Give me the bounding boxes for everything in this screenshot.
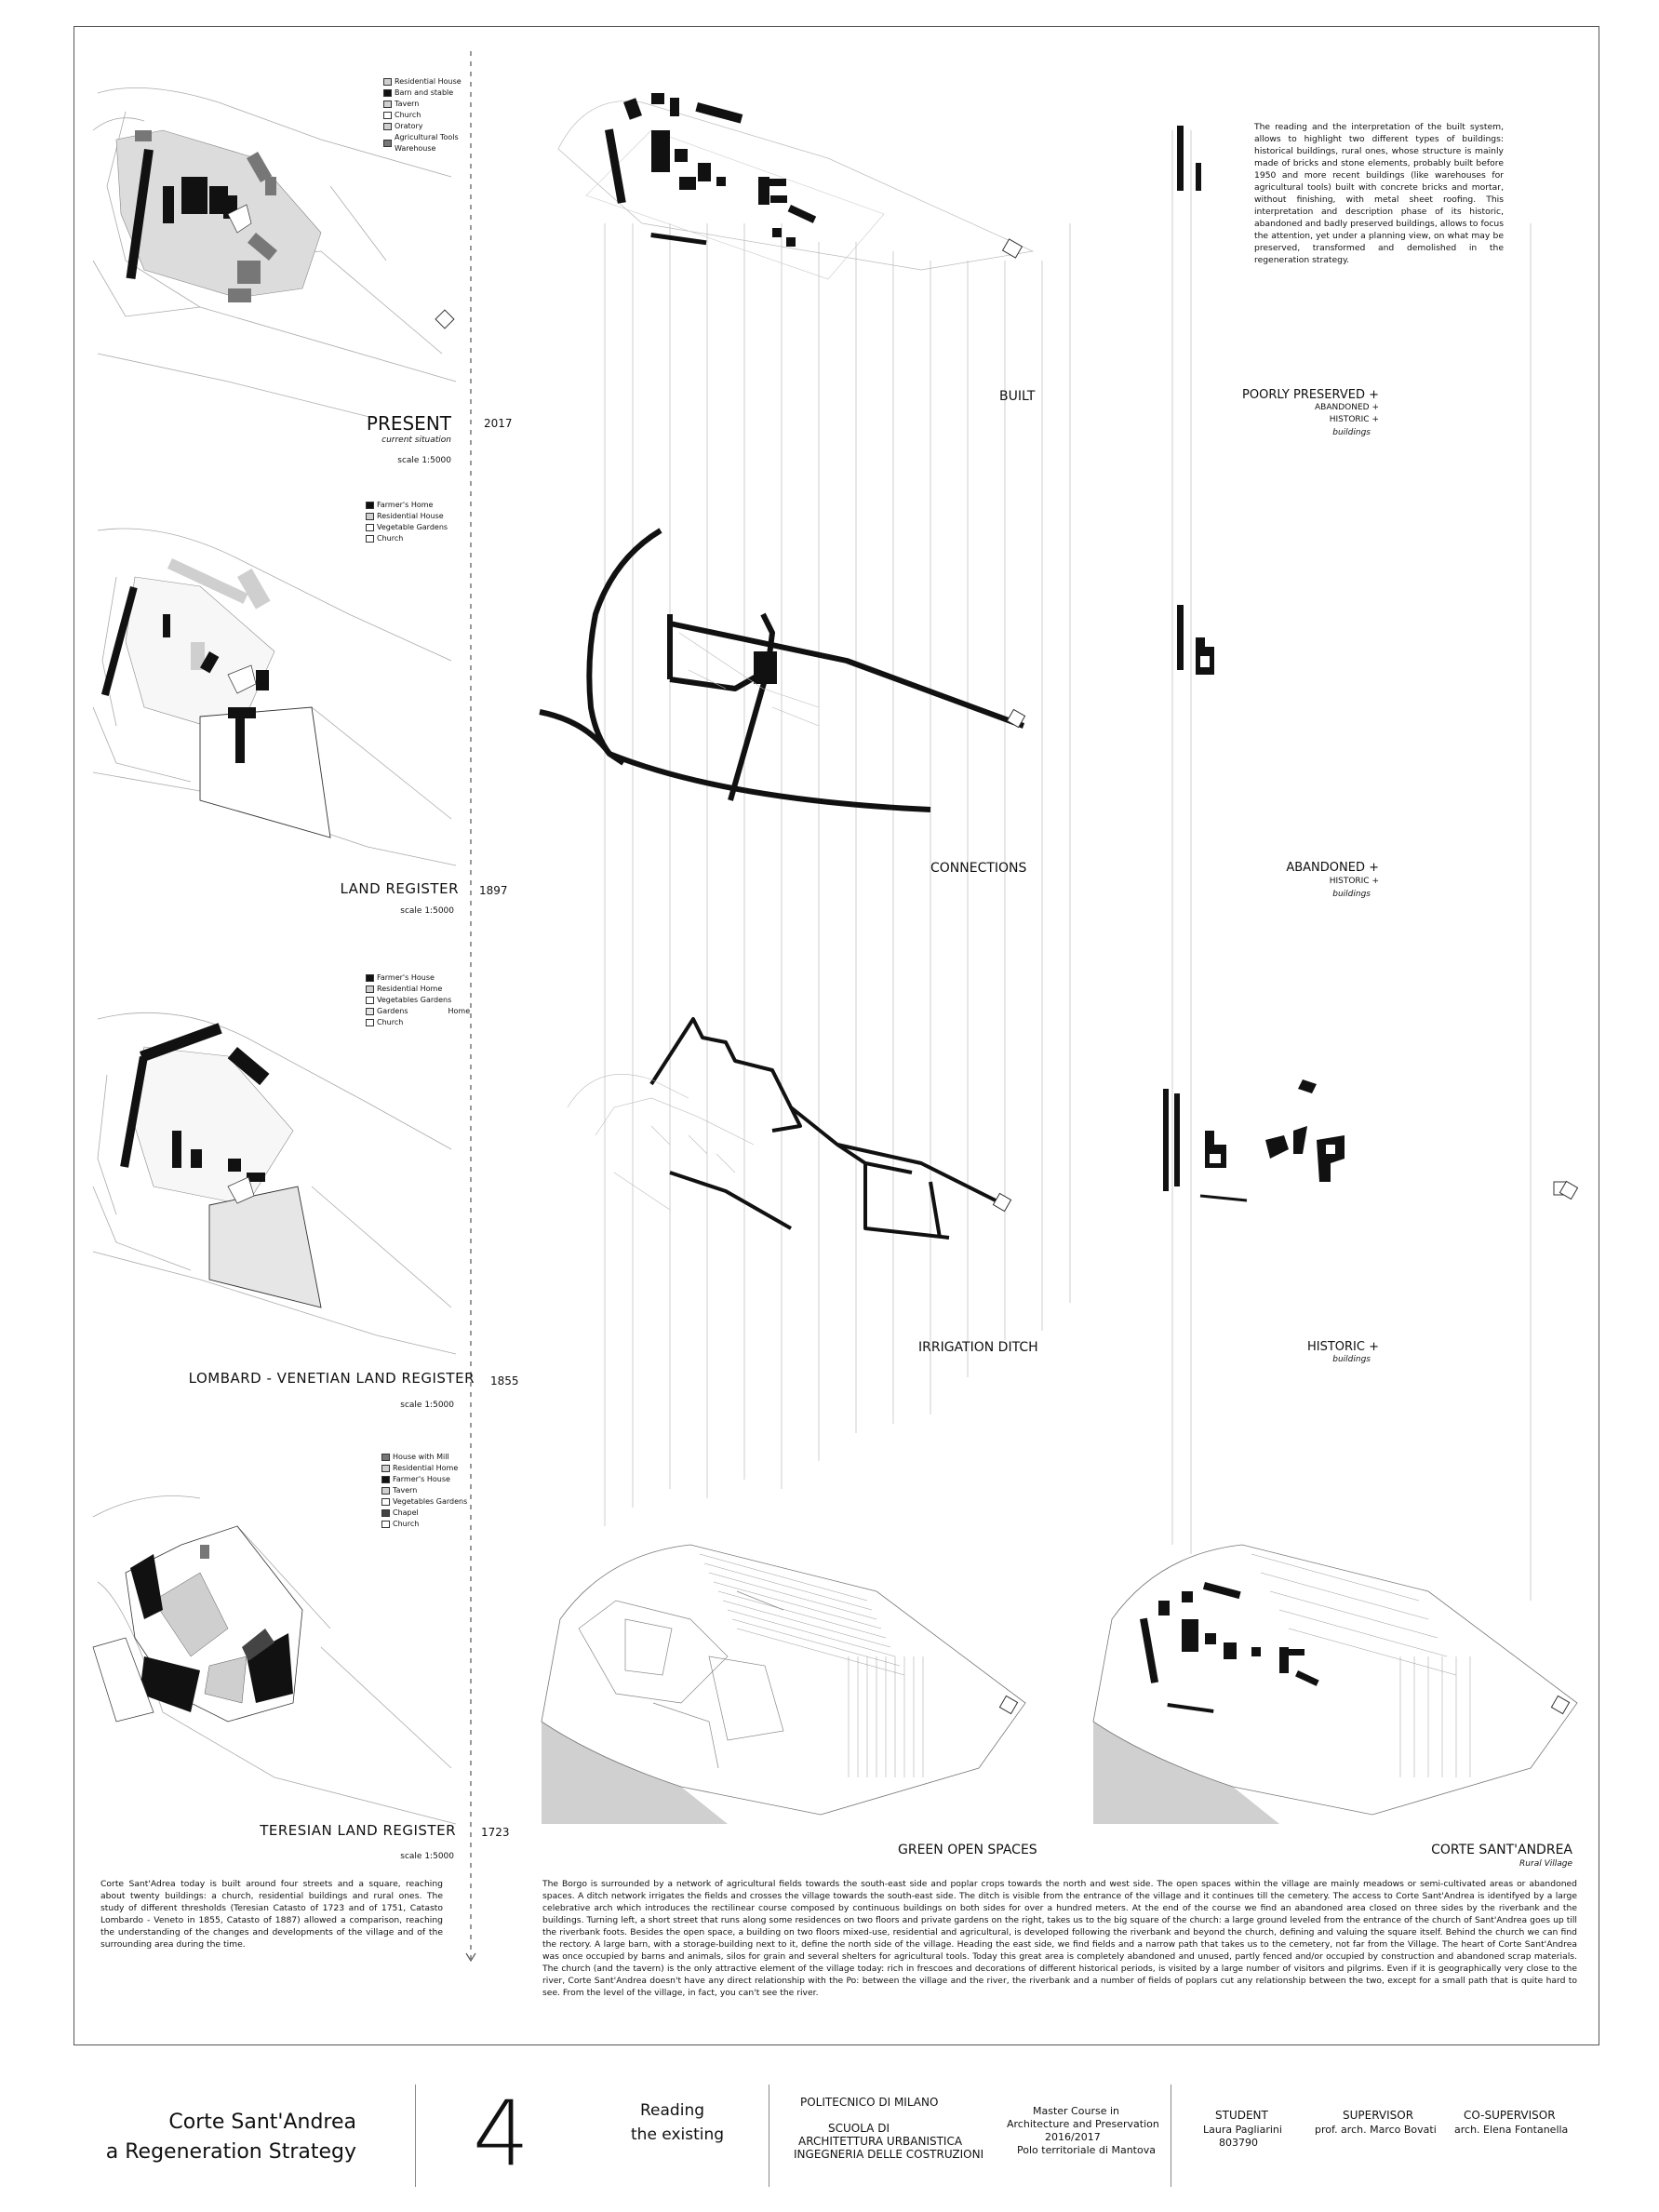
legend-swatch — [381, 1521, 390, 1528]
legend-item — [383, 132, 462, 154]
sheet-number: 4 — [473, 2082, 530, 2186]
legend-label: Gardens — [377, 1007, 408, 1015]
legend-swatch — [381, 1487, 390, 1495]
map-scale-1855: scale 1:5000 — [400, 1401, 454, 1410]
legend-item — [366, 984, 470, 995]
legend-item — [366, 533, 448, 544]
legend-swatch — [366, 524, 374, 531]
legend-item — [366, 995, 470, 1006]
footer-divider — [415, 2085, 416, 2187]
class-label-1a: POORLY PRESERVED + — [1242, 388, 1379, 402]
legend-item — [381, 1452, 467, 1463]
legend-swatch — [366, 535, 374, 543]
map-title-1897: LAND REGISTER — [340, 880, 459, 897]
legend-item — [366, 500, 448, 511]
legend-item — [381, 1485, 467, 1496]
layer-label-irrigation: IRRIGATION DITCH — [918, 1340, 1038, 1355]
legend-label: Farmer's Home — [377, 501, 434, 509]
class-diagram-poorly-preserved — [1168, 126, 1224, 200]
class-label-3b: buildings — [1332, 1355, 1371, 1364]
map-scale-1723: scale 1:5000 — [400, 1852, 454, 1861]
legend-item — [381, 1463, 467, 1474]
legend-label: Church — [395, 111, 421, 119]
legend-label: Vegetable Gardens — [377, 523, 448, 531]
project-title-line2: a Regeneration Strategy — [105, 2140, 356, 2164]
sheet-subtitle-line1: Reading — [640, 2101, 705, 2120]
legend-item — [381, 1474, 467, 1485]
class-label-2a: ABANDONED + — [1286, 861, 1379, 875]
map-title-present: PRESENT — [366, 412, 451, 435]
legend-label: Barn and stable — [395, 88, 454, 97]
legend-swatch — [383, 89, 392, 97]
legend-present — [383, 76, 462, 154]
legend-label: Agricultural Tools Warehouse — [395, 133, 459, 153]
course-line2: Architecture and Preservation — [1007, 2118, 1159, 2130]
layer-sublabel-corte: Rural Village — [1519, 1859, 1572, 1869]
student-name: Laura Pagliarini — [1203, 2124, 1282, 2136]
legend-swatch — [381, 1454, 390, 1461]
layer-irrigation — [558, 1005, 1023, 1266]
legend-label: Residential Home — [377, 985, 443, 993]
legend-label: Vegetables Gardens — [377, 996, 452, 1004]
map-scale-present: scale 1:5000 — [397, 456, 451, 465]
legend-swatch — [366, 997, 374, 1004]
legend-item — [381, 1508, 467, 1519]
legend-swatch — [366, 1008, 374, 1015]
left-description: Corte Sant'Adrea today is built around four streets and a square, reaching about twenty buildings: a church, residential buildings and rural ones. The study of different thresholds (Teresian Catasto of 1723 and of 1751, Catasto Lombardo - Veneto in 1855, Catasto of 1887) allowed a comparison, reaching the understanding of the changes and developments of the village and of the surrounding area during the time. — [100, 1879, 443, 1950]
map-title-1855: LOMBARD - VENETIAN LAND REGISTER — [188, 1370, 475, 1387]
legend-item — [383, 99, 462, 110]
legend-label: Farmer's House — [393, 1475, 450, 1483]
legend-swatch — [366, 502, 374, 509]
map-year-1723: 1723 — [481, 1826, 510, 1839]
legend-label: Residential House — [377, 512, 444, 520]
legend-swatch — [366, 974, 374, 982]
layer-label-built: BUILT — [999, 389, 1036, 404]
class-label-2b: HISTORIC + — [1329, 877, 1379, 886]
legend-swatch — [381, 1509, 390, 1517]
class-label-1b: ABANDONED + — [1315, 403, 1379, 412]
map-title-1723: TERESIAN LAND REGISTER — [260, 1822, 456, 1839]
legend-1897 — [366, 500, 448, 544]
course-line1: Master Course in — [1033, 2105, 1119, 2117]
legend-item — [366, 522, 448, 533]
projection-lines — [521, 223, 1638, 1526]
sheet-subtitle-line2: the existing — [631, 2125, 725, 2144]
class-label-1d: buildings — [1332, 428, 1371, 437]
legend-label: Farmer's House — [377, 973, 435, 982]
legend-item — [366, 972, 470, 984]
legend-swatch — [381, 1476, 390, 1483]
main-description: The Borgo is surrounded by a network of agricultural fields towards the south-east side and poplar crops towards the north and west side. The open spaces within the village are mainly meadows or semi-cultivated areas or abandoned spaces. A ditch network irrigates the fields and crosses the village towards the south-east side. The ditch is visible from the entrance of the village and it continues till the cemetery. The access to Corte Sant'Andrea is identifyed by a large celebrative arch which introduces the rectilinear course composed by continuous buildings on both sides for over a hundred meters. At the end of the course we find an abandoned area closed on three sides by the riverbank and the buildings. Turning left, a short street that runs along some residences on two floors and private gardens on the right, takes us to the big square of the church: a large ground leveled from the entrance of the church of Sant'Andrea goes up till the riverbank foots. Besides the open space, a building on two floors mixed-use, residential and agricultural, is developed following the riverbank and beyond the church, defining and valuing the square itself. Behind the church we can find the rectory. A large barn, with a storage-building next to it, define the north side of the village. Heading the east side, we find fields and a narrow path that takes us to the cemetery, not far from the Village. The heart of Corte Sant'Andrea was once occupied by barns and animals, silos for grain and several shelters for agricultural tools. Today this great area is completely abandoned and unused, partly fenced and/or occupied by construction and abandoned scrap materials. The church (and the tavern) is the only attractive element of the village today: rich in frescoes and decorations of different historical periods, is visited by a large number of visitors and pilgrims. Even if it is geographically very close to the river, Corte Sant'Andrea doesn't have any direct relationship with the Po: between the village and the river, the riverbank and a number of fields of poplars cut any relationship between the two, except for a small path that is quite hard to see. From the level of the village, in fact, you can't see the river. — [542, 1879, 1577, 1998]
legend-label: Residential Home — [393, 1464, 459, 1472]
map-scale-1897: scale 1:5000 — [400, 906, 454, 916]
legend-swatch — [383, 112, 392, 119]
student-id: 803790 — [1219, 2137, 1258, 2149]
legend-label: Residential House — [395, 77, 462, 86]
cosupervisor-name: arch. Elena Fontanella — [1454, 2124, 1569, 2136]
class-diagram-abandoned — [1168, 605, 1242, 679]
course-line3: 2016/2017 — [1045, 2131, 1101, 2143]
legend-item — [383, 121, 462, 132]
legend-swatch — [383, 78, 392, 86]
legend-label: Vegetables Gardens — [393, 1497, 468, 1506]
layer-label-connections: CONNECTIONS — [930, 861, 1027, 876]
legend-label: Church — [377, 1018, 404, 1026]
map-year-present: 2017 — [484, 417, 513, 430]
layer-built — [549, 74, 1033, 288]
legend-item — [366, 1006, 470, 1017]
supervisor-heading: SUPERVISOR — [1343, 2109, 1414, 2122]
legend-swatch — [383, 140, 392, 147]
student-heading: STUDENT — [1215, 2109, 1268, 2122]
class-label-2c: buildings — [1332, 890, 1371, 899]
legend-item — [366, 511, 448, 522]
class-label-3a: HISTORIC + — [1306, 1340, 1379, 1354]
supervisor-name: prof. arch. Marco Bovati — [1315, 2124, 1437, 2136]
legend-item — [383, 110, 462, 121]
legend-label: Tavern — [395, 100, 420, 108]
legend-item — [366, 1017, 470, 1028]
legend-swatch — [366, 1019, 374, 1026]
map-1855 — [88, 1000, 461, 1354]
layer-label-corte: CORTE SANT'ANDREA — [1431, 1843, 1572, 1857]
class-diagram-historic — [1154, 1079, 1386, 1210]
legend-label: Oratory — [395, 122, 423, 130]
legend-label: Chapel — [393, 1508, 419, 1517]
layer-label-green: GREEN OPEN SPACES — [898, 1843, 1037, 1857]
legend-1855 — [366, 972, 470, 1028]
legend-item — [381, 1519, 467, 1530]
legend-label: Church — [393, 1520, 420, 1528]
legend-swatch — [381, 1465, 390, 1472]
legend-item — [383, 87, 462, 99]
university-line1: POLITECNICO DI MILANO — [800, 2096, 939, 2109]
legend-swatch — [383, 101, 392, 108]
legend-label: House with Mill — [393, 1453, 449, 1461]
university-line2: SCUOLA DI — [828, 2122, 890, 2135]
legend-item — [381, 1496, 467, 1508]
legend-item — [383, 76, 462, 87]
layer-corte-composite — [1093, 1517, 1577, 1824]
project-title-line1: Corte Sant'Andrea — [168, 2111, 356, 2134]
university-line4: INGEGNERIA DELLE COSTRUZIONI — [794, 2148, 984, 2161]
legend-1723 — [381, 1452, 467, 1530]
legend-label: Tavern — [393, 1486, 418, 1495]
class-label-1c: HISTORIC + — [1329, 415, 1379, 424]
map-subtitle-present: current situation — [381, 436, 451, 445]
legend-swatch — [366, 513, 374, 520]
legend-label: Church — [377, 534, 404, 543]
course-line4: Polo territoriale di Mantova — [1017, 2144, 1156, 2156]
map-year-1897: 1897 — [479, 884, 508, 897]
legend-label: Home — [448, 1007, 471, 1015]
map-year-1855: 1855 — [490, 1374, 519, 1388]
intro-description: The reading and the interpretation of the built system, allows to highlight two different types of buildings: historical buildings, rural ones, whose structure is mainly made of bricks and stone elements, probably built before 1950 and more recent buildings (like warehouses for agricultural tools) built with concrete bricks and mortar, without finishing, with metal sheet roofing. This interpretation and description phase of its historic, abandoned and badly preserved buildings, allows to focus the attention, yet under a planning view, on what may be preserved, transformed and demolished in the regeneration strategy. — [1254, 122, 1504, 265]
legend-swatch — [366, 985, 374, 993]
university-line3: ARCHITETTURA URBANISTICA — [798, 2135, 963, 2148]
cosupervisor-heading: CO-SUPERVISOR — [1464, 2109, 1556, 2122]
layer-green — [542, 1517, 1025, 1824]
layer-connections — [540, 521, 1042, 828]
legend-swatch — [381, 1498, 390, 1506]
map-1897 — [88, 521, 461, 865]
site-marker-historic — [1559, 1180, 1581, 1202]
legend-swatch — [383, 123, 392, 130]
